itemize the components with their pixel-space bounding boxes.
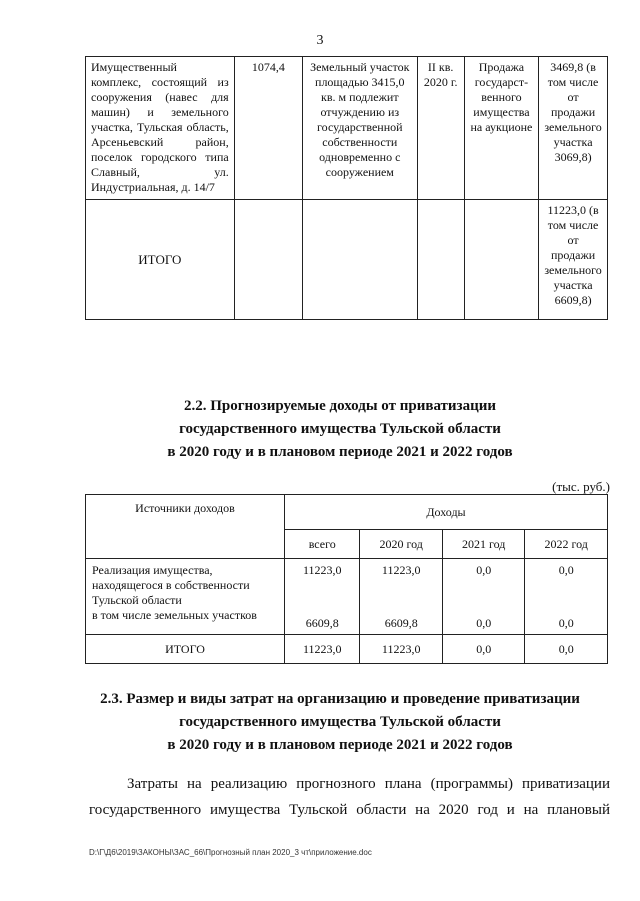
property-name-cell: Имущественный комплекс, состоящий из сооружения (навес для машин) и земельного участка, Тульская область, Арсеньевский район, поселок городского типа Славный, ул. Индустриальная, д. 14/7 <box>86 57 235 200</box>
table-row <box>86 559 608 635</box>
property-table <box>85 56 608 320</box>
total-label: ИТОГО <box>86 200 235 320</box>
table-total-row <box>86 635 608 664</box>
table-total-row <box>86 200 608 320</box>
income-table <box>85 494 608 664</box>
empty-cell <box>417 200 464 320</box>
table-row <box>86 57 608 200</box>
value-land-2022: 0,0 <box>558 616 574 630</box>
value-land-2021: 0,0 <box>476 616 492 630</box>
column-header-2020: 2020 год <box>360 530 443 559</box>
property-area-cell: 1074,4 <box>234 57 302 200</box>
value-cell <box>285 559 360 635</box>
heading-line: государственного имущества Тульской области <box>179 714 501 730</box>
empty-cell <box>234 200 302 320</box>
heading-line: в 2020 году и в плановом периоде 2021 и 2022 годов <box>167 444 513 460</box>
page-number: 3 <box>316 33 324 48</box>
empty-cell <box>464 200 538 320</box>
value-2020: 11223,0 <box>381 563 421 577</box>
sources-header: Источники доходов <box>86 495 285 559</box>
column-header-2022: 2022 год <box>525 530 608 559</box>
total-value: 11223,0 <box>285 635 360 664</box>
value-land-total: 6609,8 <box>305 616 339 630</box>
heading-line: государственного имущества Тульской области <box>179 421 501 437</box>
heading-line: 2.3. Размер и виды затрат на организацию и проведение приватизации <box>100 691 580 707</box>
total-value-2022: 0,0 <box>525 635 608 664</box>
total-value-2021: 0,0 <box>442 635 525 664</box>
value-2022: 0,0 <box>558 563 574 577</box>
income-header: Доходы <box>285 495 608 530</box>
income-source-cell <box>86 559 285 635</box>
income-cell: 3469,8 (в том числе от продажи земельного участка 3069,8) <box>539 57 608 200</box>
value-cell <box>525 559 608 635</box>
land-description-cell: Земельный участок площадью 3415,0 кв. м подлежит отчуждению из государственной собственности одновременно с сооружением <box>303 57 418 200</box>
source-text: Реализация имущества, находящегося в собственности Тульской области <box>92 563 250 607</box>
costs-paragraph: Затраты на реализацию прогнозного плана (программы) приватизации государственного имущества Тульской области на 2020 год и на плановый <box>89 776 610 818</box>
value-total: 11223,0 <box>302 563 342 577</box>
heading-line: 2.2. Прогнозируемые доходы от приватизации <box>183 398 497 414</box>
section-2-2-heading <box>0 395 640 464</box>
value-cell <box>442 559 525 635</box>
unit-label: (тыс. руб.) <box>552 479 610 494</box>
value-2021: 0,0 <box>476 563 492 577</box>
section-2-3-heading <box>0 688 640 757</box>
value-cell <box>360 559 443 635</box>
table-header-row <box>86 495 608 530</box>
source-subtext: в том числе земельных участков <box>92 608 257 622</box>
total-value-2020: 11223,0 <box>360 635 443 664</box>
column-header-total: всего <box>285 530 360 559</box>
total-income-cell: 11223,0 (в том числе от продажи земельного участка 6609,8) <box>539 200 608 320</box>
heading-line: в 2020 году и в плановом периоде 2021 и 2022 годов <box>167 737 513 753</box>
empty-cell <box>303 200 418 320</box>
total-label: ИТОГО <box>86 635 285 664</box>
column-header-2021: 2021 год <box>442 530 525 559</box>
privatization-method-cell: Продажа государст-венного имущества на аукционе <box>464 57 538 200</box>
value-land-2020: 6609,8 <box>384 616 418 630</box>
file-path-footer: D:\Г\Д6\2019\ЗАКОНЫ\ЗАС_66\Прогнозный план 2020_3 чт\приложение.doc <box>89 848 372 857</box>
privatization-term-cell: II кв. 2020 г. <box>417 57 464 200</box>
